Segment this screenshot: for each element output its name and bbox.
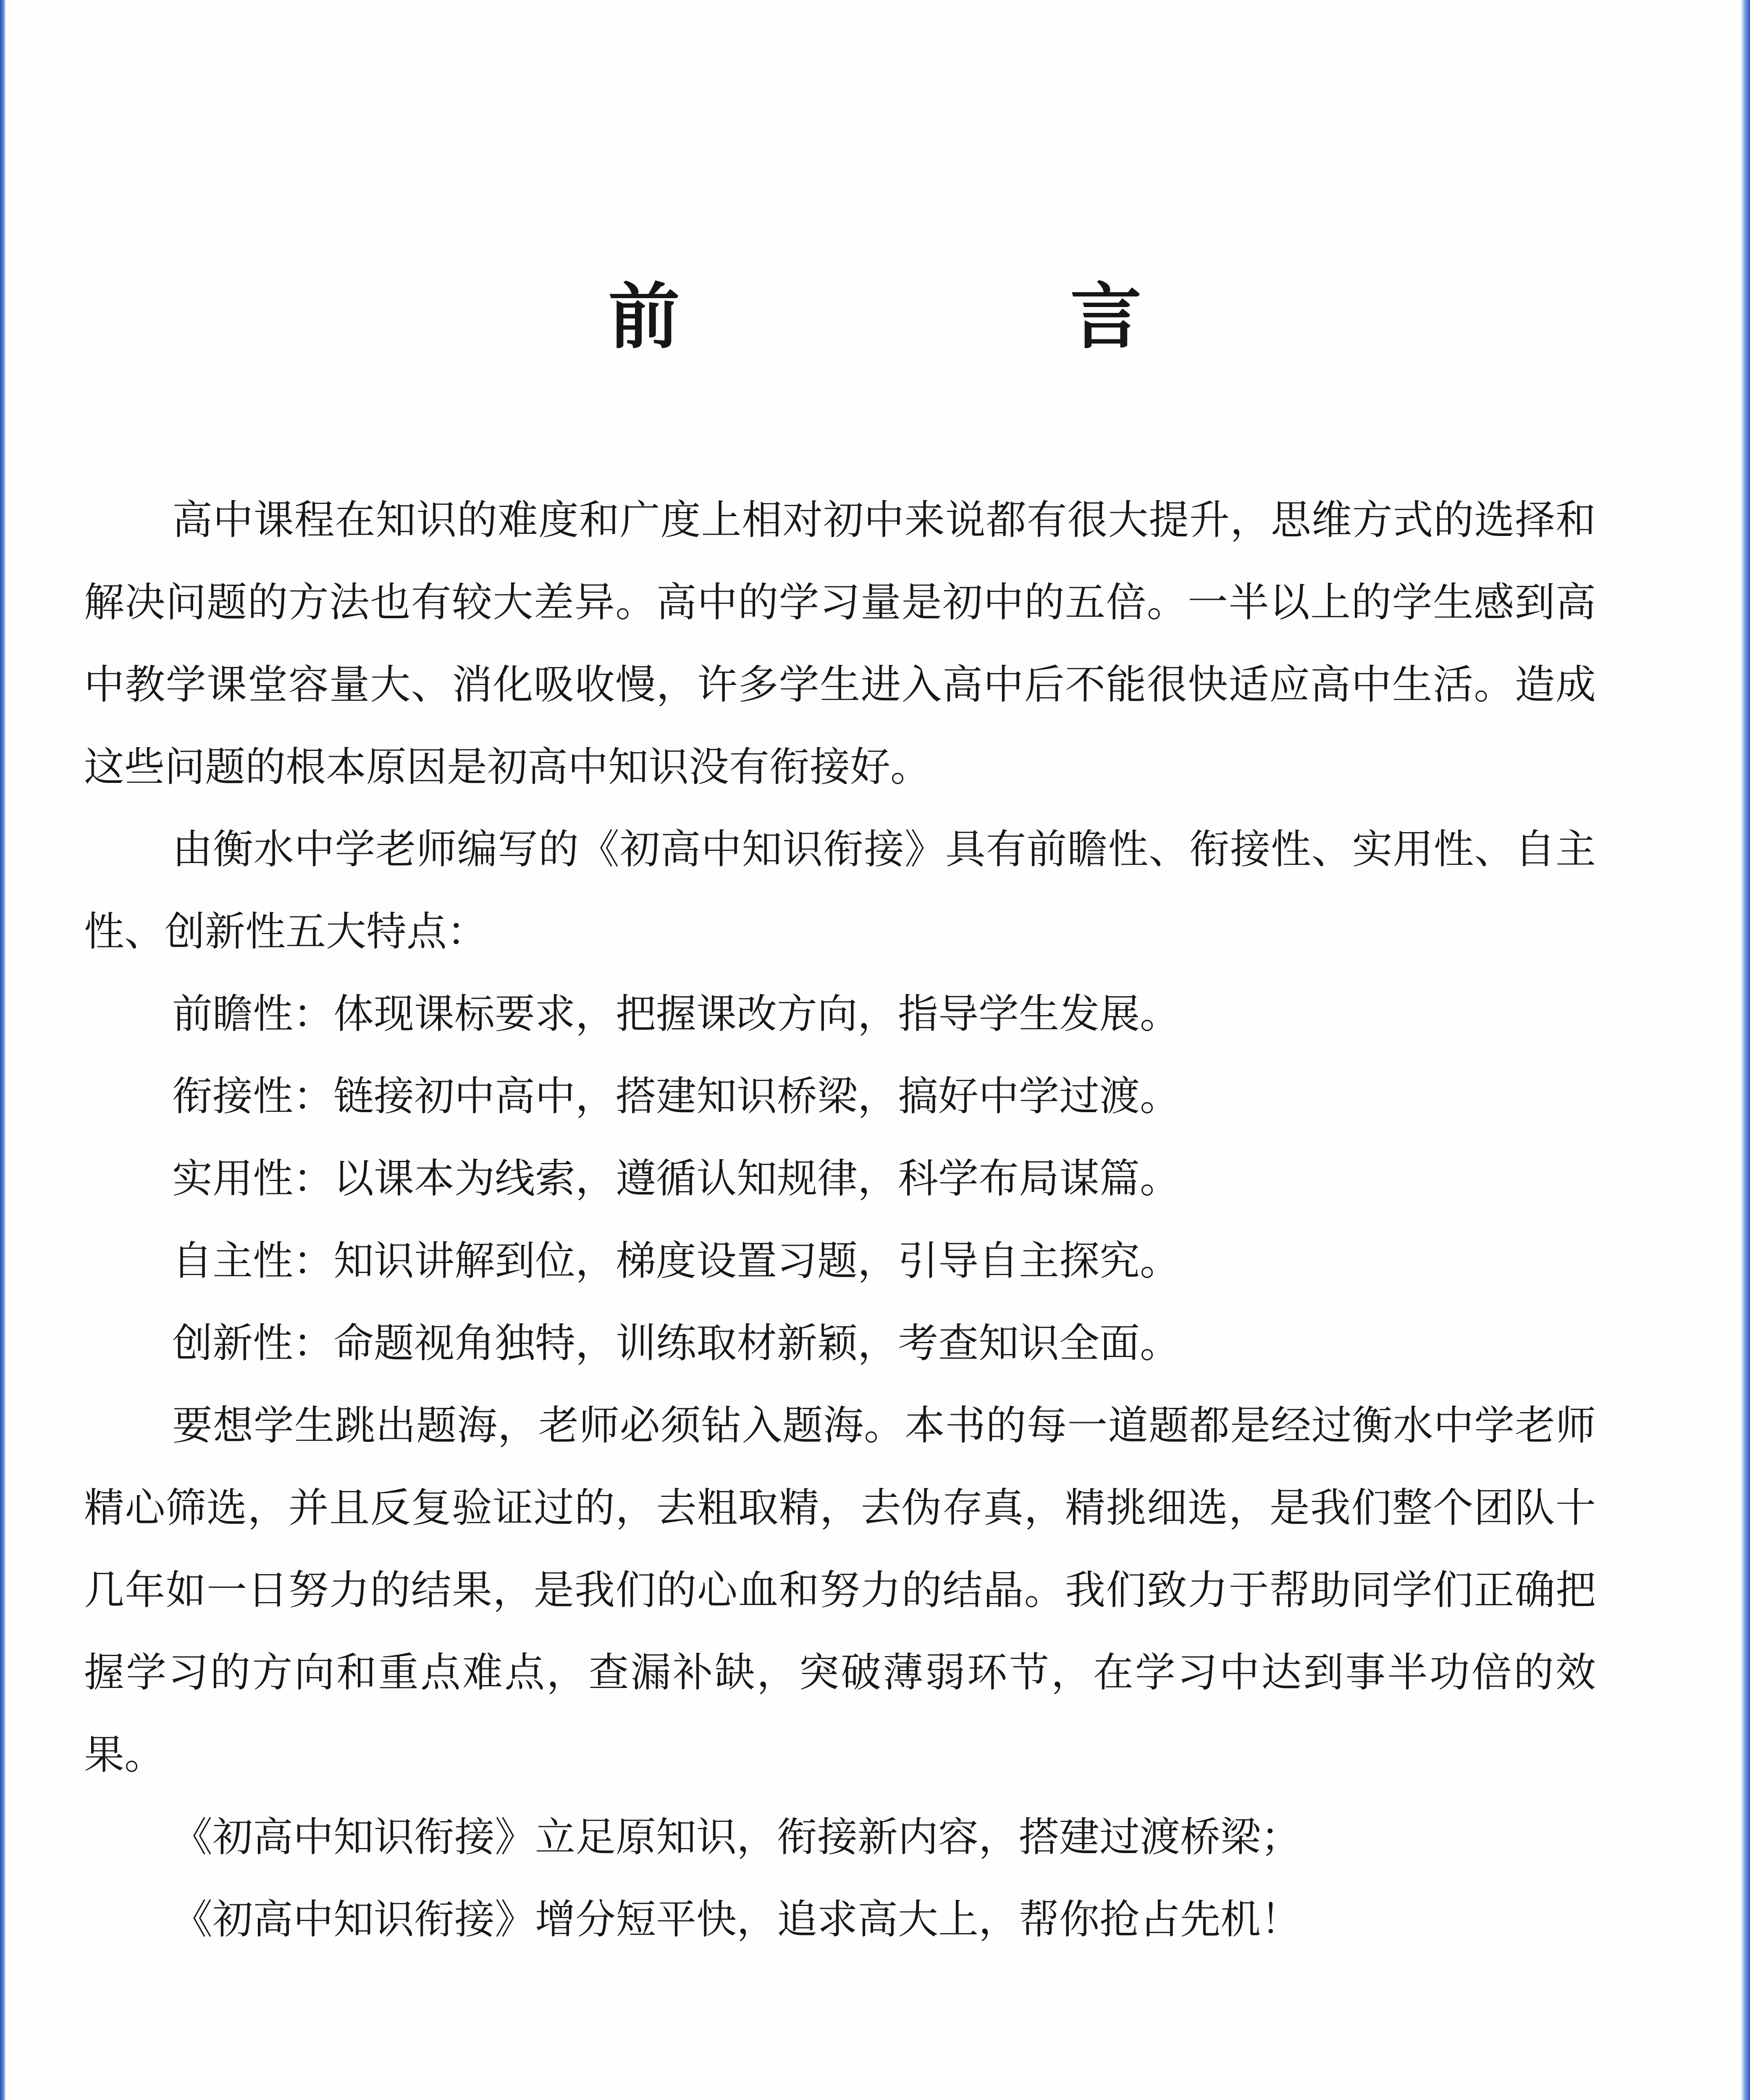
paragraph: 由衡水中学老师编写的《初高中知识衔接》具有前瞻性、衔接性、实用性、自主性、创新性五大特点：	[84, 826, 1596, 955]
paragraph: 高中课程在知识的难度和广度上相对初中来说都有很大提升，思维方式的选择和解决问题的方法也有较大差异。高中的学习量是初中的五倍。一半以上的学生感到高中教学课堂容量大、消化吸收慢，许多学生进入高中后不能很快适应高中生活。造成这些问题的根本原因是初高中知识没有衔接好。	[84, 496, 1596, 790]
paragraph: 创新性：命题视角独特，训练取材新颖，考查知识全面。	[172, 1320, 1180, 1367]
paragraph: 要想学生跳出题海，老师必须钻入题海。本书的每一道题都是经过衡水中学老师精心筛选，并且反复验证过的，去粗取精，去伪存真，精挑细选，是我们整个团队十几年如一日努力的结果，是我们的心血和努力的结晶。我们致力于帮助同学们正确把握学习的方向和重点难点，查漏补缺，突破薄弱环节，在学习中达到事半功倍的效果。	[84, 1402, 1596, 1778]
preface-body	[84, 479, 1596, 1961]
paragraph: 《初高中知识衔接》增分短平快，追求高大上，帮你抢占先机！	[172, 1896, 1301, 1943]
paragraph: 实用性：以课本为线索，遵循认知规律，科学布局谋篇。	[172, 1155, 1180, 1202]
page-title: 前 言	[608, 276, 1301, 359]
paragraph: 前瞻性：体现课标要求，把握课改方向，指导学生发展。	[172, 990, 1180, 1037]
paragraph: 衔接性：链接初中高中，搭建知识桥梁，搞好中学过渡。	[172, 1073, 1180, 1120]
paragraph: 《初高中知识衔接》立足原知识，衔接新内容，搭建过渡桥梁；	[172, 1814, 1301, 1861]
paragraph: 自主性：知识讲解到位，梯度设置习题，引导自主探究。	[172, 1237, 1180, 1284]
